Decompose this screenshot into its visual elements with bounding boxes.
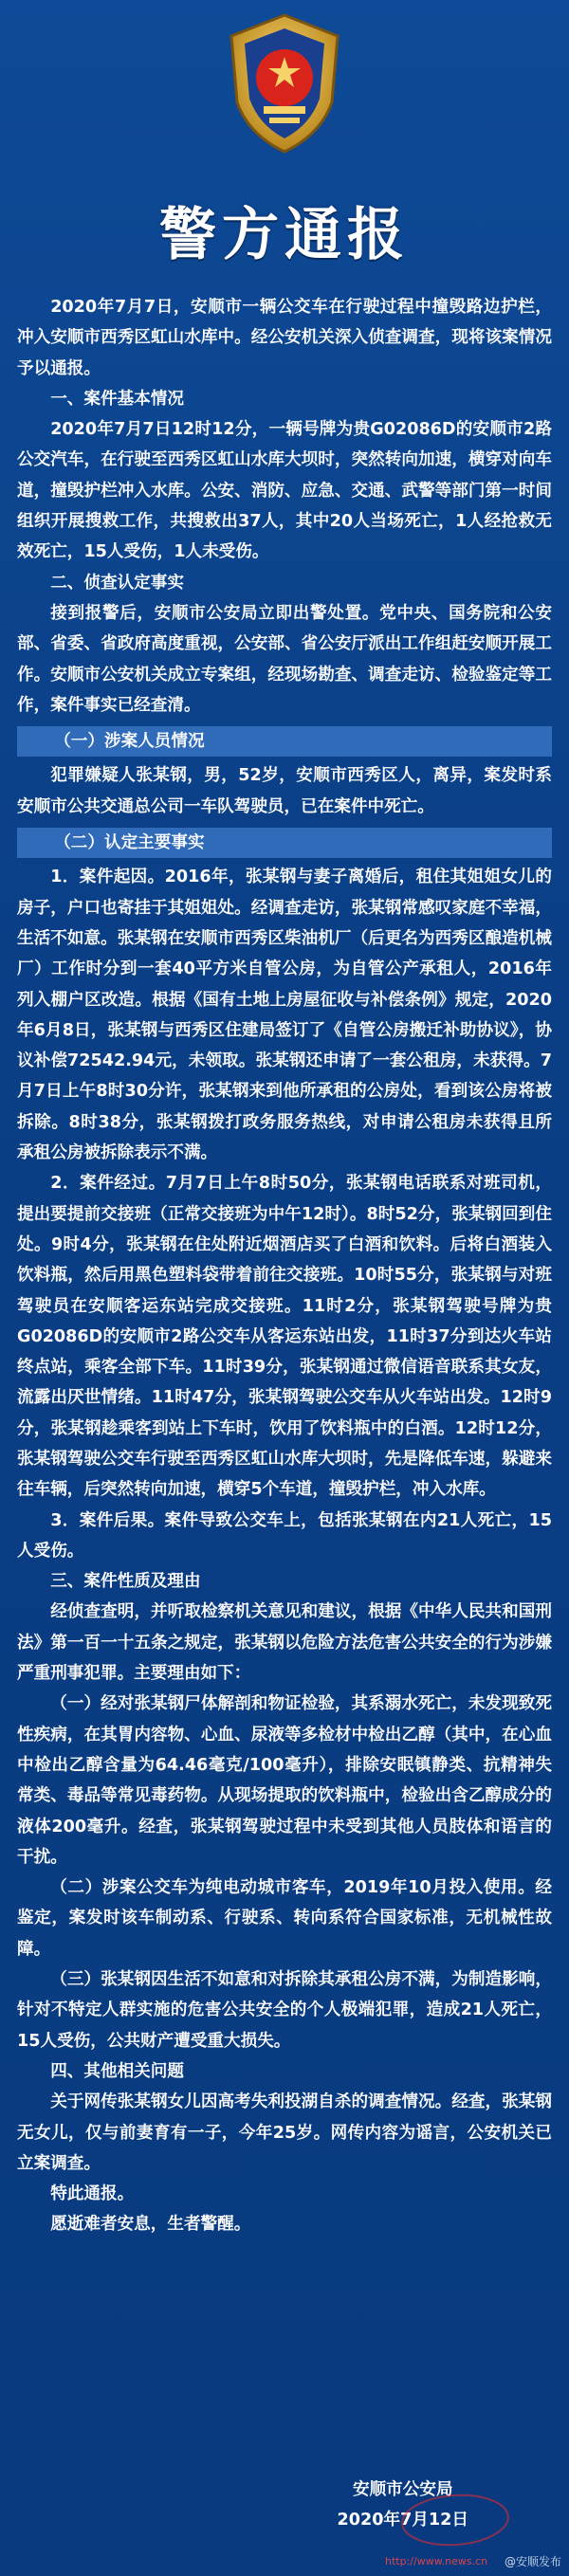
paragraph: 接到报警后，安顺市公安局立即出警处置。党中央、国务院和公安部、省委、省政府高度重视，公安部、省公安厅派出工作组赶安顺开展工作。安顺市公安机关成立专案组，经现场勘查、调查走访、检验鉴定等工作，案件事实已经查清。 [17, 603, 552, 715]
police-emblem-icon [226, 11, 343, 155]
paragraph: （一）经对张某钢尸体解剖和物证检验，其系溺水死亡，未发现致死性疾病，在其胃内容物、心血、尿液等多检材中检出乙醇（其中，在心血中检出乙醇含量为64.46毫克/100毫升），排除安眠镇静类、抗精神失常类、毒品等常见毒药物。从现场提取的饮料瓶中，检验出含乙醇成分的液体200毫升。经查，张某钢驾驶过程中未受到其他人员肢体和语言的干扰。 [17, 1694, 552, 1867]
section-heading: 一、案件基本情况 [50, 389, 184, 409]
paragraph: 3．案件后果。案件导致公交车上，包括张某钢在内21人死亡，15人受伤。 [17, 1510, 552, 1561]
paragraph: 2020年7月7日，安顺市一辆公交车在行驶过程中撞毁路边护栏，冲入安顺市西秀区虹山水库中。经公安机关深入侦查调查，现将该案情况予以通报。 [17, 298, 552, 378]
weibo-watermark: @安顺发布 [504, 2555, 561, 2568]
subsection-heading: （二）认定主要事实 [17, 828, 552, 858]
signature-org: 安顺市公安局 [352, 2480, 453, 2499]
signature-date: 2020年7月12日 [337, 2511, 468, 2530]
bulletin-body [17, 292, 552, 2240]
section-heading: 四、其他相关问题 [50, 2061, 184, 2081]
paragraph: 2．案件经过。7月7日上午8时50分，张某钢电话联系对班司机，提出要提前交接班（正常交接班为中午12时）。8时52分，张某钢回到住处。9时4分，张某钢在住处附近烟酒店买了白酒和饮料。后将白酒装入饮料瓶，然后用黑色塑料袋带着前往交接班。10时55分，张某钢与对班驾驶员在安顺客运东站完成交接班。11时2分，张某钢驾驶号牌为贵G02086D的安顺市2路公交车从客运东站出发，11时37分到达火车站终点站，乘客全部下车。11时39分，张某钢通过微信语音联系其女友，流露出厌世情绪。11时47分，张某钢驾驶公交车从火车站出发。12时9分，张某钢趁乘客到站上下车时，饮用了饮料瓶中的白酒。12时12分，张某钢驾驶公交车行驶至西秀区虹山水库大坝时，先是降低车速，躲避来往车辆，后突然转向加速，横穿5个车道，撞毁护栏，冲入水库。 [17, 1174, 552, 1500]
watermark-url: http://www.news.cn [385, 2555, 488, 2567]
paragraph: 愿逝难者安息，生者警醒。 [50, 2215, 251, 2235]
subsection-heading: （一）涉案人员情况 [17, 726, 552, 757]
paragraph: 1．案件起因。2016年，张某钢与妻子离婚后，租住其姐姐女儿的房子，户口也寄挂于其姐姐处。经调查走访，张某钢常感叹家庭不幸福，生活不如意。张某钢在安顺市西秀区柴油机厂（后更名为西秀区酿造机械厂）工作时分到一套40平方米自管公房，为自管公产承租人，2016年列入棚户区改造。根据《国有土地上房屋征收与补偿条例》规定，2020年6月8日，张某钢与西秀区住建局签订了《自管公房搬迁补助协议》，协议补偿72542.94元，未领取。张某钢还申请了一套公租房，未获得。7月7日上午8时30分许，张某钢来到他所承租的公房处，看到该公房将被拆除。8时38分，张某钢拨打政务服务热线，对申请公租房未获得且所承租公房被拆除表示不满。 [17, 868, 552, 1163]
section-heading: 二、侦查认定事实 [50, 573, 184, 593]
bulletin-title: 警方通报 [159, 202, 410, 268]
paragraph: 关于网传张某钢女儿因高考失利投湖自杀的调查情况。经查，张某钢无女儿，仅与前妻育有一子，今年25岁。网传内容为谣言，公安机关已立案调查。 [17, 2092, 552, 2173]
paragraph: （三）张某钢因生活不如意和对拆除其承租公房不满，为制造影响，针对不特定人群实施的危害公共安全的个人极端犯罪，造成21人死亡，15人受伤，公共财产遭受重大损失。 [17, 1970, 552, 2051]
paragraph: 2020年7月7日12时12分，一辆号牌为贵G02086D的安顺市2路公交汽车，在行驶至西秀区虹山水库大坝时，突然转向加速，横穿对向车道，撞毁护栏冲入水库。公安、消防、应急、交通、武警等部门第一时间组织开展搜救工作，共搜救出37人，其中20人当场死亡，1人经抢救无效死亡，15人受伤，1人未受伤。 [17, 420, 552, 562]
paragraph: （二）涉案公交车为纯电动城市客车，2019年10月投入使用。经鉴定，案发时该车制动系、行驶系、转向系符合国家标准，无机械性故障。 [17, 1878, 552, 1959]
paragraph: 犯罪嫌疑人张某钢，男，52岁，安顺市西秀区人，离异，案发时系安顺市公共交通总公司一车队驾驶员，已在案件中死亡。 [17, 766, 552, 816]
official-seal-stamp [396, 2488, 514, 2552]
section-heading: 三、案件性质及理由 [50, 1572, 201, 1592]
paragraph: 特此通报。 [50, 2184, 135, 2204]
paragraph: 经侦查查明，并听取检察机关意见和建议，根据《中华人民共和国刑法》第一百一十五条之规定，张某钢以危险方法危害公共安全的行为涉嫌严重刑事犯罪。主要理由如下： [17, 1602, 552, 1684]
